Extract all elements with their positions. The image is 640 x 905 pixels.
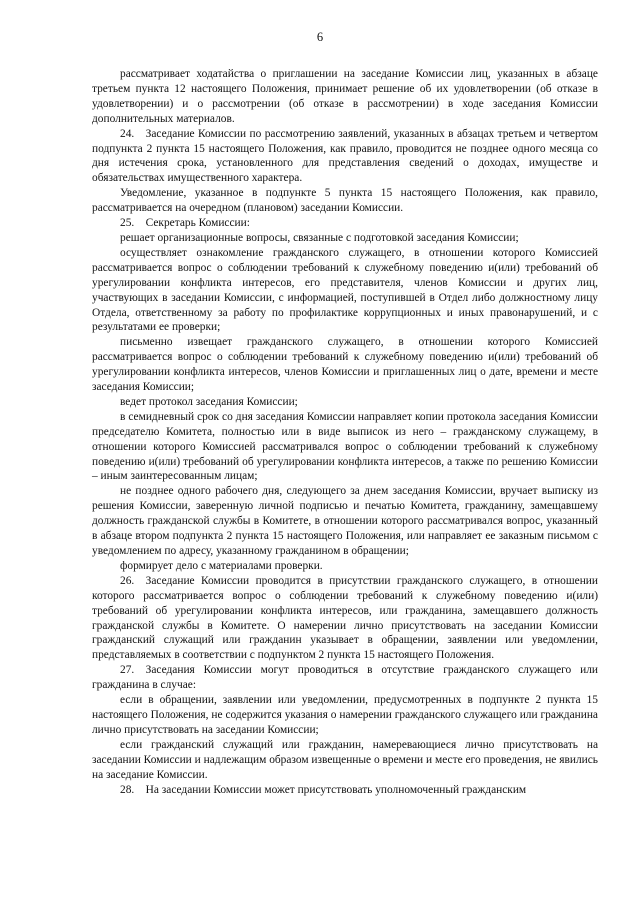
paragraph: формирует дело с материалами проверки.: [120, 559, 323, 572]
paragraph: ведет протокол заседания Комиссии;: [120, 395, 298, 408]
document-body: [92, 67, 598, 797]
paragraph: не позднее одного рабочего дня, следующего за днем заседания Комиссии, вручает выписку из решения Комиссии, заверенную личной подписью и печатью Комитета, гражданину, замещавшему должность гражданской службы в Комитете, в отношении которого рассматривался вопрос, указанный в абзаце втором подпункта 2 пункта 15 настоящего Положения, или направляет ее заказным письмом с уведомлением по адресу, указанному гражданином в обращении;: [92, 485, 598, 557]
paragraph: 26. Заседание Комиссии проводится в присутствии гражданского служащего, в отношении которого рассматривается вопрос о соблюдении требований к служебному поведению и(или) требований об урегулировании конфликта интересов, или гражданина, замещавшего должность гражданской службы в Комитете. О намерении лично присутствовать на заседании Комиссии гражданский служащий или гражданин указывает в обращении, заявлении или уведомлении, представляемых в соответствии с подпунктом 2 пункта 15 настоящего Положения.: [92, 574, 598, 662]
paragraph: письменно извещает гражданского служащего, в отношении которого Комиссией рассматривается вопрос о соблюдении требований к служебному поведению и(или) требований об урегулировании конфликта интересов, членов Комиссии и приглашенных лиц о дате, времени и месте заседания Комиссии;: [92, 336, 598, 394]
paragraph: решает организационные вопросы, связанные с подготовкой заседания Комиссии;: [120, 231, 519, 244]
paragraph: 28. На заседании Комиссии может присутствовать уполномоченный гражданским: [120, 783, 527, 796]
paragraph: осуществляет ознакомление гражданского служащего, в отношении которого Комиссией рассматривается вопрос о соблюдении требований к служебному поведению и(или) требований об урегулировании конфликта интересов, его представителя, членов Комиссии и других лиц, участвующих в заседании Комиссии, с информацией, поступившей в Отдел либо должностному лицу Отдела, ответственному за работу по профилактике коррупционных и иных правонарушений, и с результатами ее проверки;: [92, 246, 598, 334]
page-number: 6: [316, 30, 324, 44]
paragraph: 27. Заседания Комиссии могут проводиться в отсутствие гражданского служащего или гражданина в случае:: [92, 664, 598, 692]
paragraph: если гражданский служащий или гражданин, намеревающиеся лично присутствовать на заседании Комиссии и надлежащим образом извещенные о времени и месте его проведения, не явились на заседание Комиссии.: [92, 738, 598, 781]
paragraph: 24. Заседание Комиссии по рассмотрению заявлений, указанных в абзацах третьем и четвертом подпункта 2 пункта 15 настоящего Положения, как правило, проводится не позднее одного месяца со дня истечения срока, установленного для представления сведений о доходах, имуществе и обязательствах имущественного характера.: [92, 127, 598, 185]
paragraph: рассматривает ходатайства о приглашении на заседание Комиссии лиц, указанных в абзаце третьем пункта 12 настоящего Положения, принимает решение об их удовлетворении (об отказе в удовлетворении) и о рассмотрении (об отказе в рассмотрении) в ходе заседания Комиссии дополнительных материалов.: [92, 68, 598, 125]
paragraph: 25. Секретарь Комиссии:: [120, 217, 250, 230]
paragraph: если в обращении, заявлении или уведомлении, предусмотренных в подпункте 2 пункта 15 настоящего Положения, не содержится указания о намерении гражданского служащего или гражданина лично присутствовать на заседании Комиссии;: [92, 694, 598, 736]
paragraph: в семидневный срок со дня заседания Комиссии направляет копии протокола заседания Комиссии председателю Комитета, полностью или в виде выписок из него – гражданскому служащему, в отношении которого Комиссией рассматривался вопрос о соблюдении требований к служебному поведению и(или) требований об урегулировании конфликта интересов, а также по решению Комиссии – иным заинтересованным лицам;: [92, 410, 598, 483]
paragraph: Уведомление, указанное в подпункте 5 пункта 15 настоящего Положения, как правило, рассматривается на очередном (плановом) заседании Комиссии.: [92, 187, 598, 215]
